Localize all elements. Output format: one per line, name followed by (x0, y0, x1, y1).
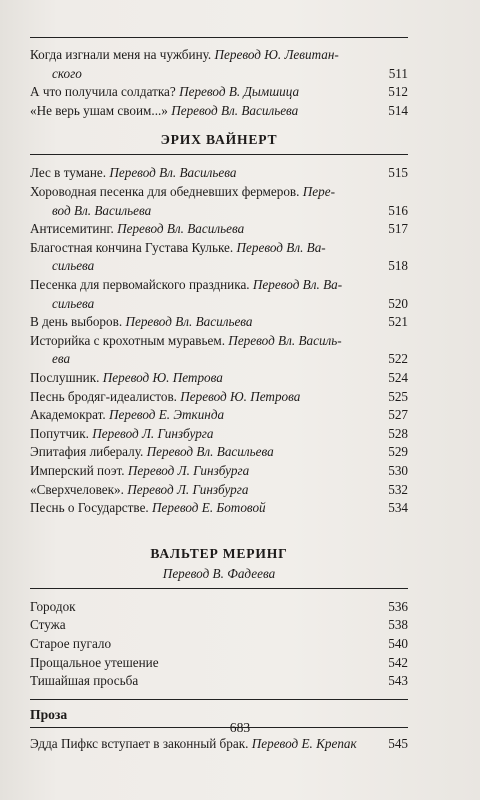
top-rule (30, 37, 408, 38)
entry-translator: Перевод Вл. Василь- (228, 332, 342, 348)
entry-title: Историйка с крохотным муравьем. (30, 332, 229, 348)
entry-page: 514 (388, 102, 408, 118)
entry-translator: Перевод Вл. Ва- (252, 277, 343, 292)
toc-entry-continuation (30, 202, 408, 220)
entry-translator: Перевод Ю. Петрова (180, 388, 301, 404)
entry-page: 529 (388, 444, 408, 460)
entry-translator-cont: сильева (52, 295, 95, 311)
entry-translator: Перевод В. Дымшица (179, 84, 300, 100)
entry-title: Старое пугало (30, 636, 112, 651)
entry-page: 530 (388, 463, 408, 478)
toc-entry (30, 369, 408, 387)
toc-entry (30, 462, 408, 480)
entry-page: 534 (388, 500, 408, 516)
entry-page: 522 (388, 351, 408, 367)
entry-page: 527 (388, 407, 408, 423)
prose-rule (30, 699, 408, 700)
toc-entry (30, 102, 408, 120)
entry-page: 528 (388, 425, 408, 441)
toc-entry (30, 388, 408, 406)
entry-title: Прощальное утешение (30, 654, 159, 670)
entry-title: Благостная кончина Густава Кульке. (30, 239, 237, 255)
entry-title: Попутчик. (30, 425, 93, 441)
entry-title: Тишайшая просьба (30, 673, 139, 689)
entry-page: 521 (388, 314, 408, 330)
entry-page: 532 (388, 481, 408, 497)
toc-entry (30, 276, 408, 294)
entry-title: Эдда Пифкс вступает в законный брак. (30, 735, 252, 751)
toc-entry (30, 220, 408, 238)
entry-translator: Перевод Л. Гинзбурга (92, 425, 214, 441)
toc-entry (30, 425, 408, 443)
entry-translator-cont: вод Вл. Васильева (52, 202, 152, 218)
toc-entry (30, 313, 408, 331)
entry-translator: Пере- (302, 184, 335, 199)
entry-translator: Перевод Е. Эткинда (108, 407, 225, 423)
entry-title: А что получила солдатка? (30, 84, 180, 100)
section-heading: ВАЛЬТЕР МЕРИНГ (150, 545, 288, 561)
section-subheading: Перевод В. Фадеева (162, 565, 276, 581)
entry-translator: Перевод Е. Крепак (251, 735, 357, 751)
entry-page: 516 (388, 202, 408, 218)
toc-entry (30, 598, 408, 616)
entry-page: 540 (388, 636, 408, 651)
entry-translator: Перевод Вл. Ва- (236, 239, 326, 255)
entry-title: Стужа (30, 617, 66, 633)
toc-entry (30, 183, 408, 201)
toc-entry-continuation (30, 350, 408, 368)
section-heading: ЭРИХ ВАЙНЕРТ (160, 132, 278, 148)
toc-entry (30, 616, 408, 634)
entry-title: Имперский поэт. (30, 463, 128, 478)
entry-title: Эпитафия либералу. (30, 444, 147, 460)
toc-entry-continuation (30, 295, 408, 313)
entry-title: Антисемитинг. (30, 221, 118, 237)
entry-translator: Перевод Вл. Васильева (146, 444, 274, 460)
entry-page: 545 (388, 735, 408, 751)
entry-page: 517 (388, 221, 408, 237)
toc-entry (30, 46, 408, 64)
entry-title: Лес в тумане. (30, 165, 110, 181)
entry-page: 524 (388, 370, 408, 385)
entry-title: Хороводная песенка для обедневших фермеров. (30, 184, 303, 199)
entry-translator: Перевод Вл. Васильева (109, 165, 237, 181)
entry-translator: Перевод Е. Ботовой (152, 500, 266, 516)
entry-title: «Не верь ушам своим...» (30, 102, 172, 118)
toc-entry (30, 635, 408, 653)
entry-title: Когда изгнали меня на чужбину. (30, 47, 215, 62)
entry-translator: Перевод Вл. Васильева (117, 221, 245, 237)
toc-entry (30, 164, 408, 182)
entry-title: «Сверхчеловек». (30, 481, 128, 497)
entry-page: 536 (388, 598, 408, 614)
entry-translator-cont: ева (52, 351, 71, 367)
entry-translator: Перевод Вл. Васильева (171, 102, 299, 118)
entry-translator: Перевод Ю. Левитан- (214, 47, 339, 62)
section-rule (30, 154, 408, 155)
toc-entry (30, 481, 408, 499)
entry-title: Академократ. (30, 407, 109, 423)
toc-entry (30, 654, 408, 672)
entry-page: 525 (388, 388, 408, 404)
toc-entry (30, 672, 408, 690)
entry-page: 542 (388, 654, 408, 670)
entry-title: Песенка для первомайского праздника. (30, 277, 253, 292)
entry-translator: Перевод Вл. Васильева (125, 314, 253, 330)
entry-title: В день выборов. (30, 314, 126, 330)
entry-translator: Перевод Ю. Петрова (102, 370, 223, 385)
page-number: 683 (229, 720, 251, 735)
entry-page: 543 (388, 673, 408, 689)
toc-entry-continuation (30, 65, 408, 83)
entry-title: Городок (30, 598, 76, 614)
entry-translator-cont: сильева (52, 258, 95, 274)
entry-page: 515 (388, 165, 408, 181)
toc-entry (30, 332, 408, 350)
toc-entry (30, 443, 408, 461)
entry-translator-cont: ского (52, 65, 82, 81)
toc-entry (30, 499, 408, 517)
entry-title: Песнь о Государстве. (30, 500, 153, 516)
toc-entry (30, 406, 408, 424)
entry-page: 518 (388, 258, 408, 274)
entry-title: Песнь бродяг-идеалистов. (30, 388, 181, 404)
toc-entry (30, 735, 408, 753)
toc-entry (30, 83, 408, 101)
entry-page: 520 (388, 295, 408, 311)
entry-title: Послушник. (30, 370, 103, 385)
entry-translator: Перевод Л. Гинзбурга (127, 481, 249, 497)
entry-page: 538 (388, 617, 408, 633)
toc-entry-continuation (30, 257, 408, 275)
entry-page: 511 (388, 65, 408, 81)
section-rule (30, 588, 408, 589)
prose-heading: Проза (30, 706, 68, 722)
entry-translator: Перевод Л. Гинзбурга (127, 463, 250, 478)
entry-page: 512 (388, 84, 408, 100)
toc-entry (30, 239, 408, 257)
